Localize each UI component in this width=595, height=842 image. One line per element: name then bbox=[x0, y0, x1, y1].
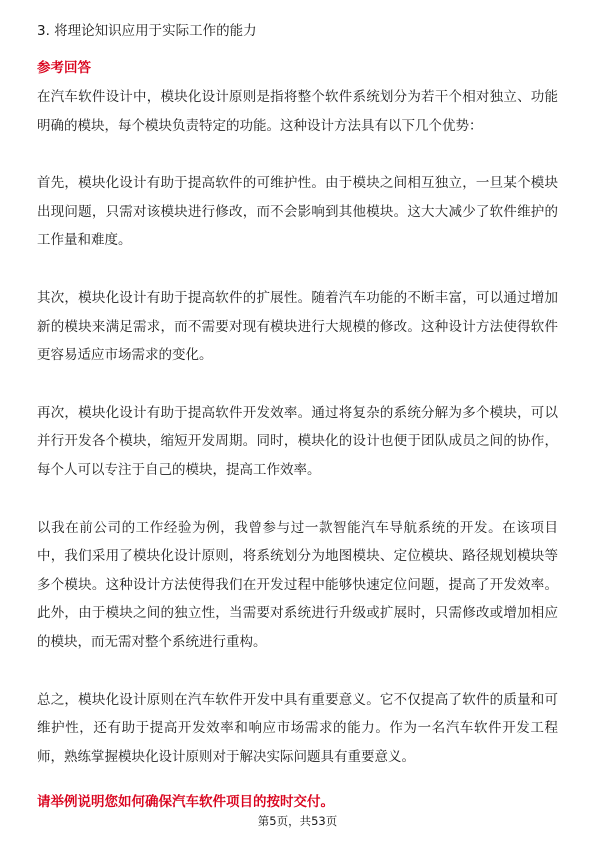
answer-paragraph-maintainability: 首先，模块化设计有助于提高软件的可维护性。由于模块之间相互独立，一旦某个模块出现问题，只需对该模块进行修改，而不会影响到其他模块。这大大减少了软件维护的工作量和难度。 bbox=[37, 175, 558, 249]
next-question-heading: 请举例说明您如何确保汽车软件项目的按时交付。 bbox=[37, 794, 334, 810]
answer-paragraph-intro: 在汽车软件设计中，模块化设计原则是指将整个软件系统划分为若干个相对独立、功能明确的模块，每个模块负责特定的功能。这种设计方法具有以下几个优势： bbox=[37, 89, 558, 134]
answer-paragraph-efficiency: 再次，模块化设计有助于提高软件开发效率。通过将复杂的系统分解为多个模块，可以并行开发各个模块，缩短开发周期。同时，模块化的设计也便于团队成员之间的协作，每个人可以专注于自己的模块，提高工作效率。 bbox=[37, 404, 558, 478]
reference-answer-body bbox=[37, 83, 558, 800]
answer-paragraph-conclusion: 总之，模块化设计原则在汽车软件开发中具有重要意义。它不仅提高了软件的质量和可维护性，还有助于提高开发效率和响应市场需求的能力。作为一名汽车软件开发工程师，熟练掌握模块化设计原则对于解决实际问题具有重要意义。 bbox=[37, 691, 558, 765]
reference-answer-label: 参考回答 bbox=[37, 60, 91, 76]
answer-paragraph-extensibility: 其次，模块化设计有助于提高软件的扩展性。随着汽车功能的不断丰富，可以通过增加新的模块来满足需求，而不需要对现有模块进行大规模的修改。这种设计方法使得软件更容易适应市场需求的变化。 bbox=[37, 289, 558, 364]
answer-paragraph-example: 以我在前公司的工作经验为例，我曾参与过一款智能汽车导航系统的开发。在该项目中，我们采用了模块化设计原则，将系统划分为地图模块、定位模块、路径规划模块等多个模块。这种设计方法使得我们在开发过程中能够快速定位问题，提高了开发效率。此外，由于模块之间的独立性，当需要对系统进行升级或扩展时，只需修改或增加相应的模块，而无需对整个系统进行重构。 bbox=[37, 519, 558, 650]
page-number: 第5页，共53页 bbox=[257, 814, 338, 828]
evaluation-criterion: 3. 将理论知识应用于实际工作的能力 bbox=[37, 23, 257, 39]
